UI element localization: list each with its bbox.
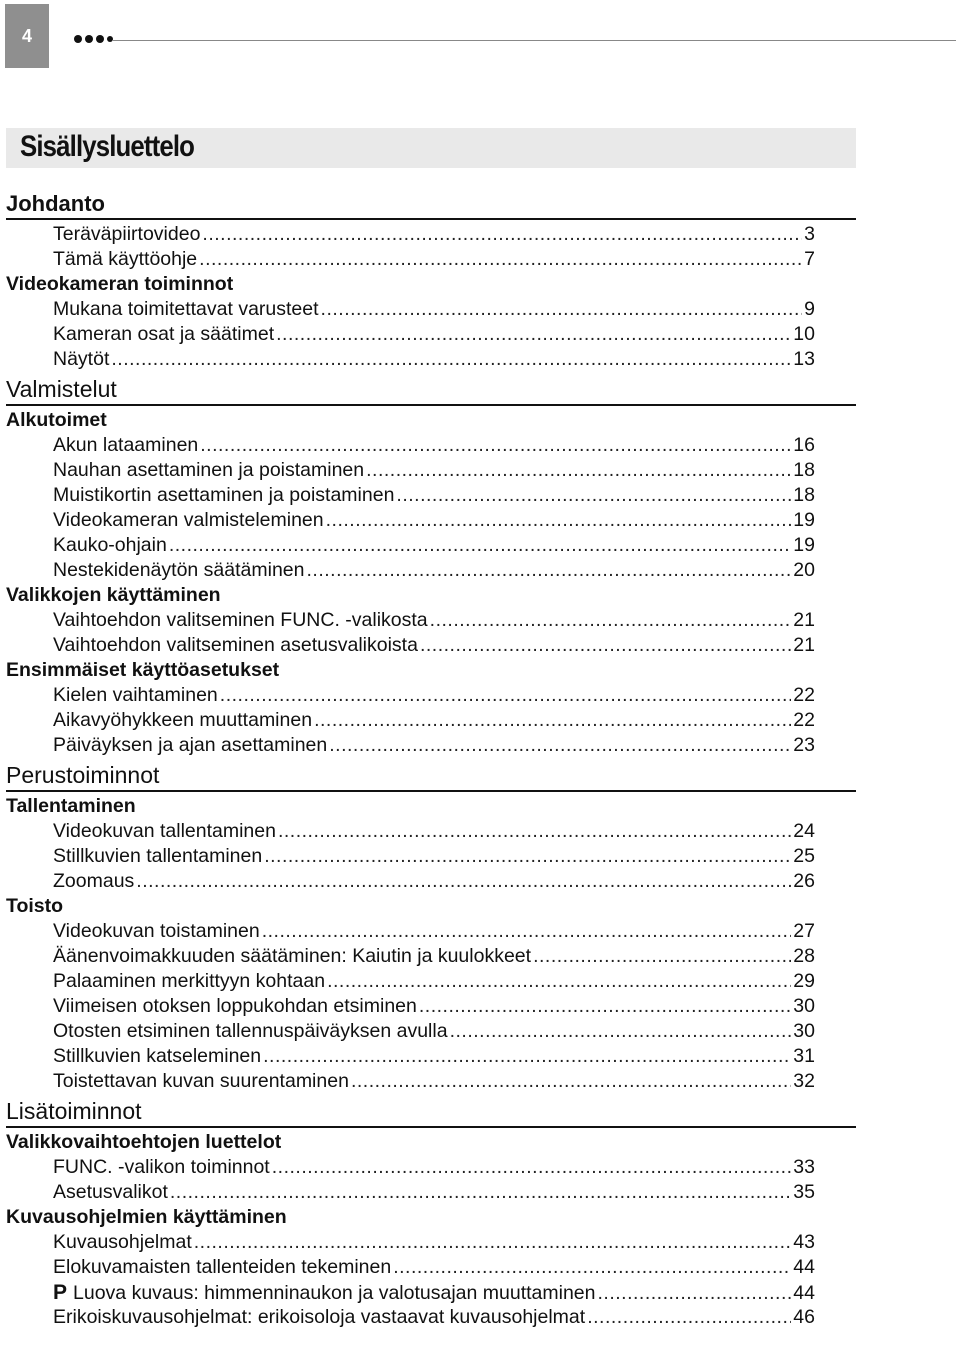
toc-entry-label: Nauhan asettaminen ja poistaminen [53, 459, 365, 481]
dot-leader [326, 508, 792, 533]
toc-entry[interactable] [6, 322, 815, 347]
toc-entry-page: 7 [804, 248, 815, 270]
toc-group-heading: Valikkovaihtoehtojen luettelot [6, 1131, 282, 1153]
toc-entry[interactable] [6, 1255, 815, 1280]
toc-title: Sisällysluettelo [20, 130, 195, 163]
toc-entry-page: 44 [793, 1282, 815, 1304]
toc-entry-page: 30 [793, 995, 815, 1017]
toc-entry[interactable] [6, 1280, 815, 1305]
toc-group-heading: Videokameran toiminnot [6, 273, 234, 295]
dot-leader [419, 994, 791, 1019]
toc-entry-page: 16 [793, 434, 815, 456]
dot-leader [199, 247, 802, 272]
toc-entry-page: 18 [793, 484, 815, 506]
toc-entry-label: FUNC. -valikon toiminnot [53, 1156, 270, 1178]
toc-entry-page: 26 [793, 870, 815, 892]
toc-entry-page: 3 [804, 223, 815, 245]
toc-entry[interactable] [6, 508, 815, 533]
toc-entry-label: Zoomaus [53, 870, 135, 892]
toc-entry-label: Kauko-ohjain [53, 534, 167, 556]
toc-entry-page: 29 [793, 970, 815, 992]
dot-leader [450, 1019, 792, 1044]
toc-entry[interactable] [6, 297, 815, 322]
page-number: 4 [5, 4, 49, 68]
dot-leader [396, 483, 791, 508]
toc-entry-label: Luova kuvaus: himmenninaukon ja valotusajan muuttaminen [73, 1282, 596, 1304]
toc-entry-page: 19 [793, 534, 815, 556]
toc-group-heading: Alkutoimet [6, 409, 107, 431]
header-rule [112, 40, 956, 41]
toc-entry-label: Tämä käyttöohje [53, 248, 198, 270]
toc-entry-label: Viimeisen otoksen loppukohdan etsiminen [53, 995, 417, 1017]
dot-leader [587, 1305, 791, 1330]
toc-entry[interactable] [6, 533, 815, 558]
dot-leader [111, 347, 791, 372]
toc-entry[interactable] [6, 458, 815, 483]
toc-entry-page: 21 [793, 634, 815, 656]
toc-entry[interactable] [6, 558, 815, 583]
dot-leader [321, 297, 803, 322]
toc-entry-page: 19 [793, 509, 815, 531]
toc-group-heading: Kuvausohjelmien käyttäminen [6, 1206, 287, 1228]
toc-entry-page: 10 [793, 323, 815, 345]
toc-entry[interactable] [6, 819, 815, 844]
toc-entry-page: 20 [793, 559, 815, 581]
toc-entry[interactable] [6, 483, 815, 508]
toc-entry[interactable] [6, 733, 815, 758]
toc-entry-label: Toistettavan kuvan suurentaminen [53, 1070, 349, 1092]
dot-leader [276, 322, 791, 347]
toc-entry-page: 24 [793, 820, 815, 842]
toc-entry-page: 35 [793, 1181, 815, 1203]
toc-entry[interactable] [6, 1230, 815, 1255]
dot-leader [220, 683, 792, 708]
toc-entry-label: Videokameran valmisteleminen [53, 509, 324, 531]
dot-leader [351, 1069, 791, 1094]
dot-leader [136, 869, 791, 894]
toc-group-heading: Ensimmäiset käyttöasetukset [6, 659, 280, 681]
dot-leader [533, 944, 791, 969]
toc-entry[interactable] [6, 347, 815, 372]
toc-entry[interactable] [6, 919, 815, 944]
toc-entry[interactable] [6, 683, 815, 708]
toc-entry[interactable] [6, 1069, 815, 1094]
toc-entry-label: Mukana toimitettavat varusteet [53, 298, 319, 320]
toc-entry-label: Videokuvan toistaminen [53, 920, 260, 942]
toc-entry-label: Otosten etsiminen tallennuspäiväyksen avulla [53, 1020, 448, 1042]
toc-entry-label: Teräväpiirtovideo [53, 223, 201, 245]
dot-leader [263, 1044, 791, 1069]
toc-entry[interactable] [6, 1180, 815, 1205]
toc-entry-page: 23 [793, 734, 815, 756]
toc-group-heading: Toisto [6, 895, 64, 917]
toc-entry-page: 46 [793, 1306, 815, 1328]
toc-group-heading: Valikkojen käyttäminen [6, 584, 221, 606]
toc-entry[interactable] [6, 1305, 815, 1330]
toc-entry[interactable] [6, 1155, 815, 1180]
toc-entry-label: Muistikortin asettaminen ja poistaminen [53, 484, 395, 506]
dot-leader [430, 608, 792, 633]
toc-entry[interactable] [6, 1019, 815, 1044]
dot-leader [264, 844, 791, 869]
table-of-contents [6, 184, 856, 1330]
toc-entry-label: Nestekidenäytön säätäminen [53, 559, 305, 581]
toc-entry-page: 30 [793, 1020, 815, 1042]
toc-entry-page: 44 [793, 1256, 815, 1278]
toc-entry-page: 9 [804, 298, 815, 320]
toc-entry-label: Kameran osat ja säätimet [53, 323, 275, 345]
dot-leader [307, 558, 792, 583]
toc-entry-page: 13 [793, 348, 815, 370]
toc-entry-label: Erikoiskuvausohjelmat: erikoisoloja vastaavat kuvausohjelmat [53, 1306, 586, 1328]
toc-entry-label: Kielen vaihtaminen [53, 684, 218, 706]
toc-entry[interactable] [6, 247, 815, 272]
toc-entry-page: 25 [793, 845, 815, 867]
dot-leader [327, 969, 791, 994]
section-heading: Johdanto [6, 184, 856, 220]
toc-entry-label: Elokuvamaisten tallenteiden tekeminen [53, 1256, 392, 1278]
toc-entry-label: Akun lataaminen [53, 434, 199, 456]
dot-leader [314, 708, 791, 733]
toc-entry-label: Palaaminen merkittyyn kohtaan [53, 970, 326, 992]
toc-entry-label: Vaihtoehdon valitseminen asetusvalikoista [53, 634, 418, 656]
toc-entry-label: Näytöt [53, 348, 110, 370]
toc-entry-label: Äänenvoimakkuuden säätäminen: Kaiutin ja kuulokkeet [53, 945, 532, 967]
toc-entry-page: 31 [793, 1045, 815, 1067]
toc-entry[interactable] [6, 969, 815, 994]
section-heading: Lisätoiminnot [6, 1094, 856, 1128]
toc-entry-page: 33 [793, 1156, 815, 1178]
toc-entry[interactable] [6, 994, 815, 1019]
toc-entry[interactable] [6, 944, 815, 969]
toc-entry[interactable] [6, 869, 815, 894]
section-heading: Perustoiminnot [6, 758, 856, 792]
toc-entry-label: Stillkuvien katseleminen [53, 1045, 262, 1067]
dot-leader [598, 1281, 792, 1306]
program-p-icon: P [53, 1281, 68, 1304]
toc-entry-page: 28 [793, 945, 815, 967]
dot-leader [202, 222, 802, 247]
dot-leader [169, 533, 791, 558]
toc-entry-page: 32 [793, 1070, 815, 1092]
toc-entry-page: 22 [793, 684, 815, 706]
toc-entry-page: 43 [793, 1231, 815, 1253]
dot-leader [366, 458, 791, 483]
toc-title-bar [6, 128, 856, 168]
toc-entry[interactable] [6, 608, 815, 633]
dot-leader [200, 433, 791, 458]
toc-entry[interactable] [6, 1044, 815, 1069]
toc-entry-label: Stillkuvien tallentaminen [53, 845, 263, 867]
toc-entry-label: Kuvausohjelmat [53, 1231, 192, 1253]
toc-entry-label: Aikavyöhykkeen muuttaminen [53, 709, 313, 731]
toc-entry-page: 18 [793, 459, 815, 481]
toc-entry-label: Asetusvalikot [53, 1181, 168, 1203]
toc-entry-page: 27 [793, 920, 815, 942]
dot-leader [278, 819, 791, 844]
toc-entry-label: Päiväyksen ja ajan asettaminen [53, 734, 328, 756]
dot-leader [329, 733, 791, 758]
section-heading: Valmistelut [6, 372, 856, 406]
toc-entry-label: Videokuvan tallentaminen [53, 820, 276, 842]
toc-entry[interactable] [6, 844, 815, 869]
dot-leader [194, 1230, 792, 1255]
toc-entry[interactable] [6, 433, 815, 458]
toc-entry-label: Vaihtoehdon valitseminen FUNC. -valikosta [53, 609, 428, 631]
toc-group-heading: Tallentaminen [6, 795, 136, 817]
toc-entry[interactable] [6, 633, 815, 658]
toc-entry[interactable] [6, 222, 815, 247]
dot-leader [262, 919, 792, 944]
dot-leader [170, 1180, 791, 1205]
dot-leader [420, 633, 791, 658]
toc-entry-page: 22 [793, 709, 815, 731]
header-dots-decoration [74, 32, 114, 46]
dot-leader [393, 1255, 791, 1280]
toc-entry-page: 21 [793, 609, 815, 631]
toc-entry[interactable] [6, 708, 815, 733]
dot-leader [272, 1155, 792, 1180]
